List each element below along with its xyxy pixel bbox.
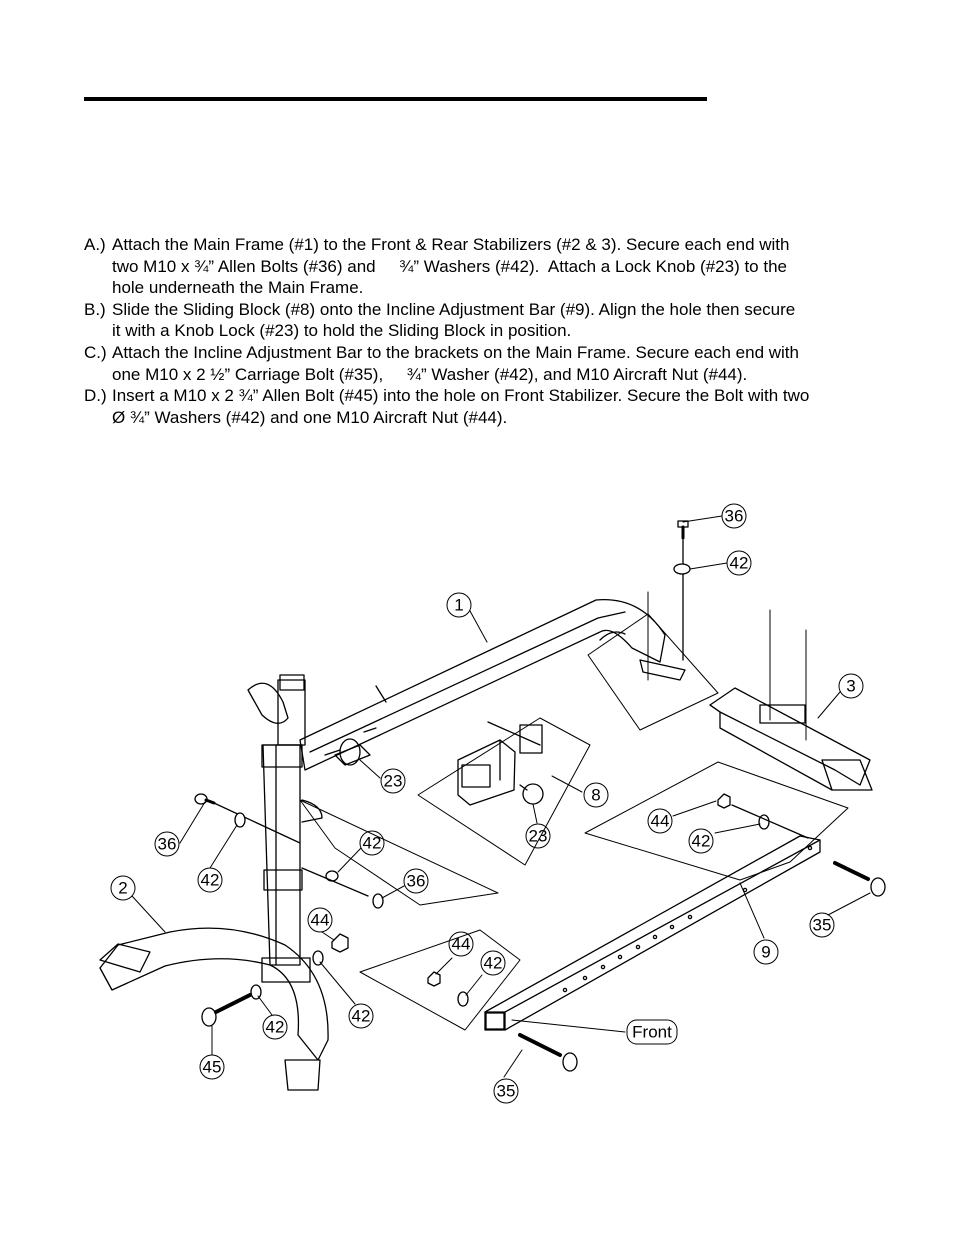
step-d <box>84 385 904 428</box>
step-marker: A.) <box>84 235 106 254</box>
callout-42: 42 <box>351 1006 371 1026</box>
callout-35: 35 <box>812 915 832 935</box>
callout-42: 42 <box>362 833 382 853</box>
step-line: Ø ¾” Washers (#42) and one M10 Aircraft Nut (#44). <box>112 407 508 427</box>
step-line: Slide the Sliding Block (#8) onto the Incline Adjustment Bar (#9). Align the hole then secure <box>112 299 796 319</box>
step-line: Attach the Incline Adjustment Bar to the brackets on the Main Frame. Secure each end with <box>112 342 799 362</box>
callout-42: 42 <box>265 1017 285 1037</box>
step-line: hole underneath the Main Frame. <box>112 278 364 298</box>
step-line: Insert a M10 x 2 ¾” Allen Bolt (#45) into the hole on Front Stabilizer. Secure the Bolt with two <box>112 386 810 406</box>
callout-35: 35 <box>496 1081 516 1101</box>
callout-23: 23 <box>383 771 403 791</box>
leader-lines <box>132 516 870 1077</box>
callout-23: 23 <box>528 826 548 846</box>
callout-2: 2 <box>118 878 128 898</box>
instruction-steps <box>84 234 904 428</box>
step-line: one M10 x 2 ½” Carriage Bolt (#35), ¾” Washer (#42), and M10 Aircraft Nut (#44). <box>112 364 748 384</box>
callout-44: 44 <box>451 934 471 954</box>
step-marker: C.) <box>84 342 107 362</box>
front-label: Front <box>632 1022 672 1042</box>
callout-36: 36 <box>406 871 426 891</box>
callout-42: 42 <box>691 831 711 851</box>
assembly-diagram <box>0 490 954 1130</box>
callout-3: 3 <box>846 676 856 696</box>
step-marker: B.) <box>84 299 106 319</box>
callout-44: 44 <box>650 811 670 831</box>
callout-42: 42 <box>200 870 220 890</box>
callout-42: 42 <box>483 953 503 973</box>
step-a <box>84 234 904 299</box>
callout-9: 9 <box>761 942 771 962</box>
step-line: Attach the Main Frame (#1) to the Front & Rear Stabilizers (#2 & 3). Secure each end with <box>112 235 790 254</box>
callout-1: 1 <box>454 595 464 615</box>
header-rule <box>84 97 707 101</box>
step-line: two M10 x ¾” Allen Bolts (#36) and ¾” Washers (#42). Attach a Lock Knob (#23) to the <box>112 256 787 276</box>
step-b <box>84 299 904 342</box>
step-marker: D.) <box>84 386 107 406</box>
callout-45: 45 <box>202 1057 222 1077</box>
callout-44: 44 <box>310 910 330 930</box>
rear-stabilizer-3 <box>710 688 872 790</box>
hardware <box>195 521 885 1071</box>
callout-36: 36 <box>724 506 744 526</box>
callout-8: 8 <box>591 785 601 805</box>
incline-adjustment-bar-9 <box>485 836 820 1030</box>
callout-36: 36 <box>157 834 177 854</box>
step-line: it with a Knob Lock (#23) to hold the Sliding Block in position. <box>112 321 572 341</box>
step-c <box>84 342 904 385</box>
sliding-block-8 <box>458 722 543 805</box>
callout-42: 42 <box>729 553 749 573</box>
